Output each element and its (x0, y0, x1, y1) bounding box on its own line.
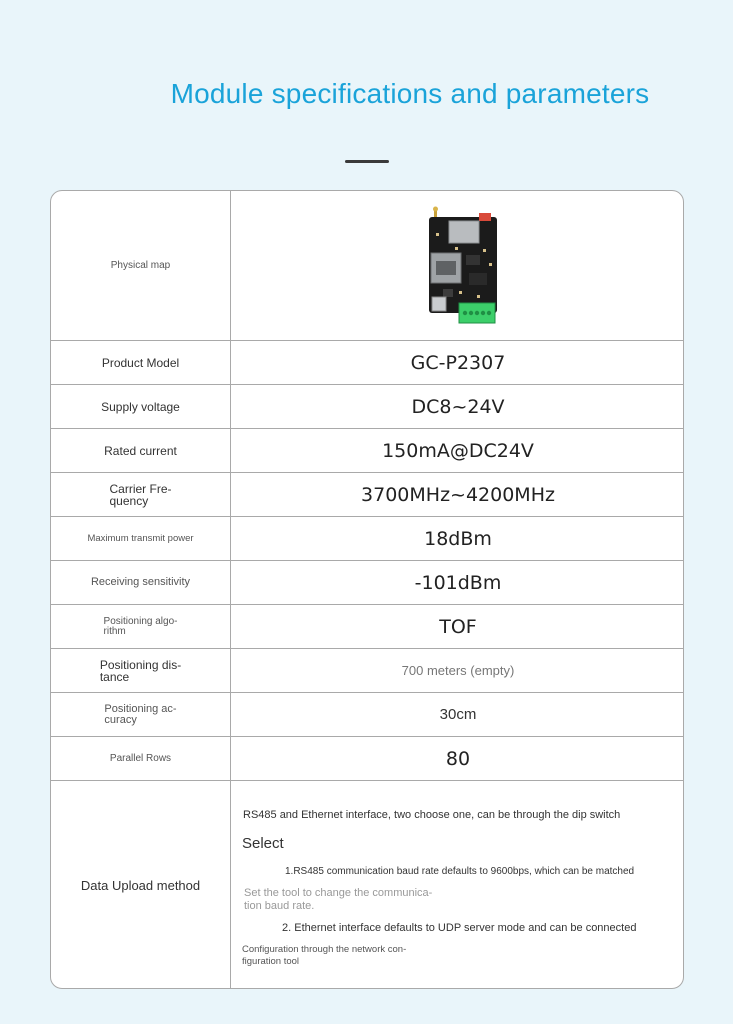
carrier-frequency-label (51, 473, 231, 516)
data-upload-line3: 1.RS485 communication baud rate defaults to 9600bps, which can be matched (285, 866, 635, 877)
max-transmit-power-label: Maximum transmit power (51, 517, 231, 560)
positioning-distance-label-line1: Positioning dis- (99, 657, 182, 672)
max-transmit-power-value: 18dBm (424, 527, 492, 550)
row-supply-voltage (51, 385, 684, 429)
supply-voltage-value: DC8~24V (411, 395, 505, 418)
receiving-sensitivity-label: Receiving sensitivity (51, 561, 231, 604)
parallel-rows-value: 80 (445, 747, 471, 770)
positioning-algorithm-label-line1: Positioning algo- (103, 615, 178, 627)
parallel-rows-label: Parallel Rows (51, 737, 231, 780)
row-receiving-sensitivity (51, 561, 684, 605)
row-product-model (51, 341, 684, 385)
row-physical-map (51, 191, 684, 341)
data-upload-label: Data Upload method (51, 781, 231, 989)
row-max-transmit-power (51, 517, 684, 561)
data-upload-line6b: figuration tool (242, 956, 300, 967)
row-positioning-accuracy (51, 693, 684, 737)
carrier-frequency-value: 3700MHz~4200MHz (361, 483, 555, 506)
title-divider (345, 160, 389, 163)
positioning-accuracy-label (51, 693, 231, 736)
row-carrier-frequency (51, 473, 684, 517)
row-positioning-distance (51, 649, 684, 693)
positioning-accuracy-label-line1: Positioning ac- (104, 702, 177, 715)
rated-current-label: Rated current (51, 429, 231, 472)
positioning-accuracy-label-line2: curacy (104, 713, 137, 726)
positioning-distance-label-line2: tance (99, 669, 130, 684)
row-parallel-rows (51, 737, 684, 781)
row-data-upload (51, 781, 684, 989)
product-model-value: GC-P2307 (410, 351, 506, 374)
physical-map-label: Physical map (51, 191, 231, 340)
positioning-distance-value: 700 meters (empty) (401, 663, 515, 678)
rated-current-value: 150mA@DC24V (382, 439, 534, 462)
positioning-algorithm-label-line2: rithm (103, 625, 126, 637)
data-upload-line6a: Configuration through the network con- (242, 944, 407, 955)
positioning-algorithm-label (51, 605, 231, 648)
positioning-distance-label (51, 649, 231, 692)
carrier-frequency-label-line1: Carrier Fre- (109, 481, 172, 496)
data-upload-line1: RS485 and Ethernet interface, two choose one, can be through the dip switch (243, 809, 621, 821)
data-upload-line4a: Set the tool to change the communica- (244, 887, 433, 899)
page-title: Module specifications and parameters (170, 78, 650, 109)
receiving-sensitivity-value: -101dBm (414, 571, 502, 594)
positioning-accuracy-value: 30cm (439, 706, 477, 723)
supply-voltage-label: Supply voltage (51, 385, 231, 428)
row-rated-current (51, 429, 684, 473)
product-model-label: Product Model (51, 341, 231, 384)
positioning-algorithm-value: TOF (439, 615, 477, 638)
data-upload-line2: Select (242, 835, 284, 852)
product-photo (231, 191, 684, 340)
data-upload-line5: 2. Ethernet interface defaults to UDP server mode and can be connected (282, 922, 637, 934)
carrier-frequency-label-line2: quency (109, 493, 149, 508)
spec-table (50, 190, 684, 989)
row-positioning-algorithm (51, 605, 684, 649)
data-upload-description (231, 781, 684, 989)
data-upload-line4b: tion baud rate. (244, 900, 315, 912)
